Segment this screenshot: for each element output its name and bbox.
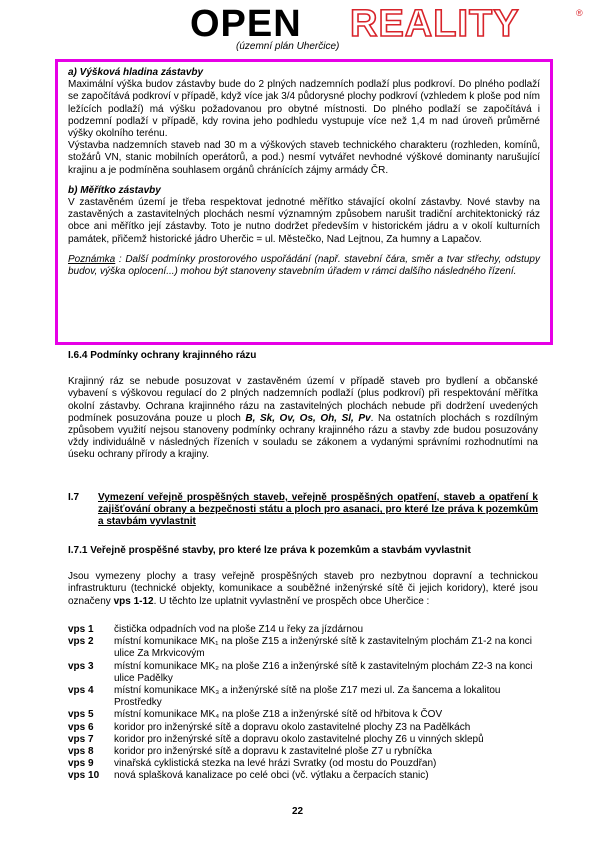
registered-mark: ®: [576, 8, 583, 18]
paragraph-part: Krajinný ráz se nebude posuzovat v zastavěném území v případě staveb pro bydlení a občanské vybavení s výškovou regulací do 2 plných nadzemních podlaží (plus podkroví) při respektování měřítka okolní zástavby. Ochrana krajinného rázu na zastavitelných plochách nebude při dodržení uvedených podmínek posuzována pouze u ploch: [68, 376, 538, 424]
vps-id: vps 1: [68, 624, 94, 635]
section-1-7-1: [68, 545, 538, 608]
vps-id: vps 6: [68, 721, 94, 733]
section-a-heading: a) Výšková hladina zástavby: [68, 67, 204, 78]
vps-id: vps 3: [68, 660, 94, 672]
logo: [190, 4, 590, 44]
section-1-6-4: [68, 350, 538, 462]
section-b-paragraph: V zastavěném území je třeba respektovat jednotné měřítko stávající okolní zástavby. Nové stavby na zastavěných a zastavitelných plochách nesmí významným způsobem narušit tradiční architektonický ráz obce ani měřítko její zástavby. Toto je nutno dodržet především v historickém jádru a v okolí kulturních památek, přičemž historické jádro Uherčic = ul. Městečko, Nad Lejtnou, Za humny a Lapačov.: [68, 197, 540, 245]
list-item: [68, 636, 538, 660]
page-number: 22: [291, 806, 304, 817]
paragraph-part: . U těchto lze uplatnit vyvlastnění ve prospěch obce Uherčice :: [153, 595, 430, 607]
logo-reality: REALITY: [350, 3, 520, 45]
vps-text: koridor pro inženýrské sítě a dopravu k zastavitelné ploše Z7 u rybníčka: [114, 746, 432, 758]
vps-text: vinařská cyklistická stezka na levé hrázi Svratky (od mostu do Pouzdřan): [114, 758, 437, 770]
paragraph-part: Jsou vymezeny plochy a trasy veřejně prospěšných staveb pro nezbytnou dopravní a technickou infrastrukturu (technické objekty, komunikace a souběžné inženýrské sítě či jejich koridory), které jsou označeny: [68, 571, 538, 607]
vps-id: vps 5: [68, 709, 94, 721]
document-subtitle: (územní plán Uherčice): [236, 41, 340, 52]
list-item: [68, 709, 538, 721]
list-item: [68, 770, 538, 782]
list-item: [68, 746, 538, 758]
vps-text: koridor pro inženýrské sítě a dopravu okolo zastavitelné plochy Z3 na Padělkách: [114, 721, 471, 733]
section-1-6-4-paragraph: [68, 376, 538, 461]
note-text: : Další podmínky prostorového uspořádání (např. stavební čára, směr a tvar střechy, odstupy budov, výška oplocení...) mohou být stanoveny stavebním úřadem v rámci dalšího následného řízení.: [68, 253, 540, 278]
vps-id: vps 9: [68, 758, 94, 770]
note: [68, 254, 540, 278]
section-number: I.7: [68, 492, 80, 503]
list-item: [68, 734, 538, 746]
vps-text: místní komunikace MK₂ na ploše Z16 a inženýrské sítě k zastavitelným plochám Z2-3 na konci ulice Padělky: [114, 660, 533, 684]
section-a-paragraph-1: Maximální výška budov zástavby bude do 2 plných nadzemních podlaží plus podkroví. Do plného podlaží se započítává podkroví v případě, když více jak 3/4 půdorysné plochy podkroví (vzhledem k ploše pod ním ležících podlaží) má výšku požadovanou pro obytné místnosti. Do plného podlaží se započítává i podzemní podlaží v případě, kdy rovina jeho podhledu vystupuje více než 1,4 m nad úroveň průměrné výšky okolního terénu.: [68, 79, 540, 140]
section-1-6-4-heading: I.6.4 Podmínky ochrany krajinného rázu: [68, 350, 257, 361]
section-a-paragraph-2: Výstavba nadzemních staveb nad 30 m a výškových staveb technického charakteru (rozhleden, komínů, stožárů VN, stanic mobilních operátorů, a pod.) nesmí vytvářet nevhodné výškové dominanty narušující krajinu a je podmíněna souhlasem orgánů chránících zájmy armády ČR.: [68, 140, 540, 176]
vps-text: místní komunikace MK₄ na ploše Z18 a inženýrské sítě od hřbitova k ČOV: [114, 709, 443, 721]
vps-text: místní komunikace MK₁ na ploše Z15 a inženýrské sítě k zastavitelným plochám Z1-2 na konci ulice Za Mrkvicovým: [114, 636, 532, 660]
vps-text: koridor pro inženýrské sítě a dopravu okolo zastavitelné plochy Z6 u vinných sklepů: [114, 733, 484, 745]
list-item: [68, 661, 538, 685]
area-codes: B, Sk, Ov, Os, Oh, Sl, Pv: [245, 412, 371, 424]
vps-id: vps 4: [68, 685, 94, 697]
vps-text: místní komunikace MK₃ a inženýrské sítě na ploše Z17 mezi ul. Za šancema a lokalitou Prostředky: [114, 685, 501, 709]
list-item: [68, 624, 538, 636]
logo-open: OPEN: [190, 3, 302, 45]
vps-id: vps 2: [68, 636, 94, 648]
note-label: Poznámka: [68, 253, 116, 265]
vps-list: [68, 624, 538, 783]
vps-range: vps 1-12: [113, 595, 154, 607]
highlight-box: [55, 59, 553, 345]
paragraph-part: . Na ostatních plochách s rozdílným způsobem využití nejsou stanoveny podmínky ochrany krajinného rázu a stavby zde budou posuzovány vždy individuálně v následných řízeních v souladu se zákonem a vydanými správními rozhodnutími na úseku ochrany přírody a krajiny.: [68, 412, 538, 461]
list-item: [68, 758, 538, 770]
list-item: [68, 722, 538, 734]
vps-id: vps 7: [68, 733, 94, 745]
vps-text: čistička odpadních vod na ploše Z14 u řeky za jízdárnou: [114, 624, 364, 635]
vps-id: vps 10: [68, 770, 100, 782]
vps-text: nová splašková kanalizace po celé obci (vč. výtlaku a čerpacích stanic): [114, 770, 429, 782]
section-1-7-1-heading: I.7.1 Veřejně prospěšné stavby, pro které lze práva k pozemkům a stavbám vyvlastnit: [68, 545, 471, 556]
section-b-heading: b) Měřítko zástavby: [68, 184, 161, 196]
section-1-7-1-paragraph: [68, 571, 538, 608]
vps-id: vps 8: [68, 746, 94, 758]
list-item: [68, 685, 538, 709]
section-title: Vymezení veřejně prospěšných staveb, veřejně prospěšných opatření, staveb a opatření k zajišťování obrany a bezpečnosti státu a ploch pro asanaci, pro které lze práva k pozemkům a stavbám vyvlastnit: [98, 492, 538, 528]
